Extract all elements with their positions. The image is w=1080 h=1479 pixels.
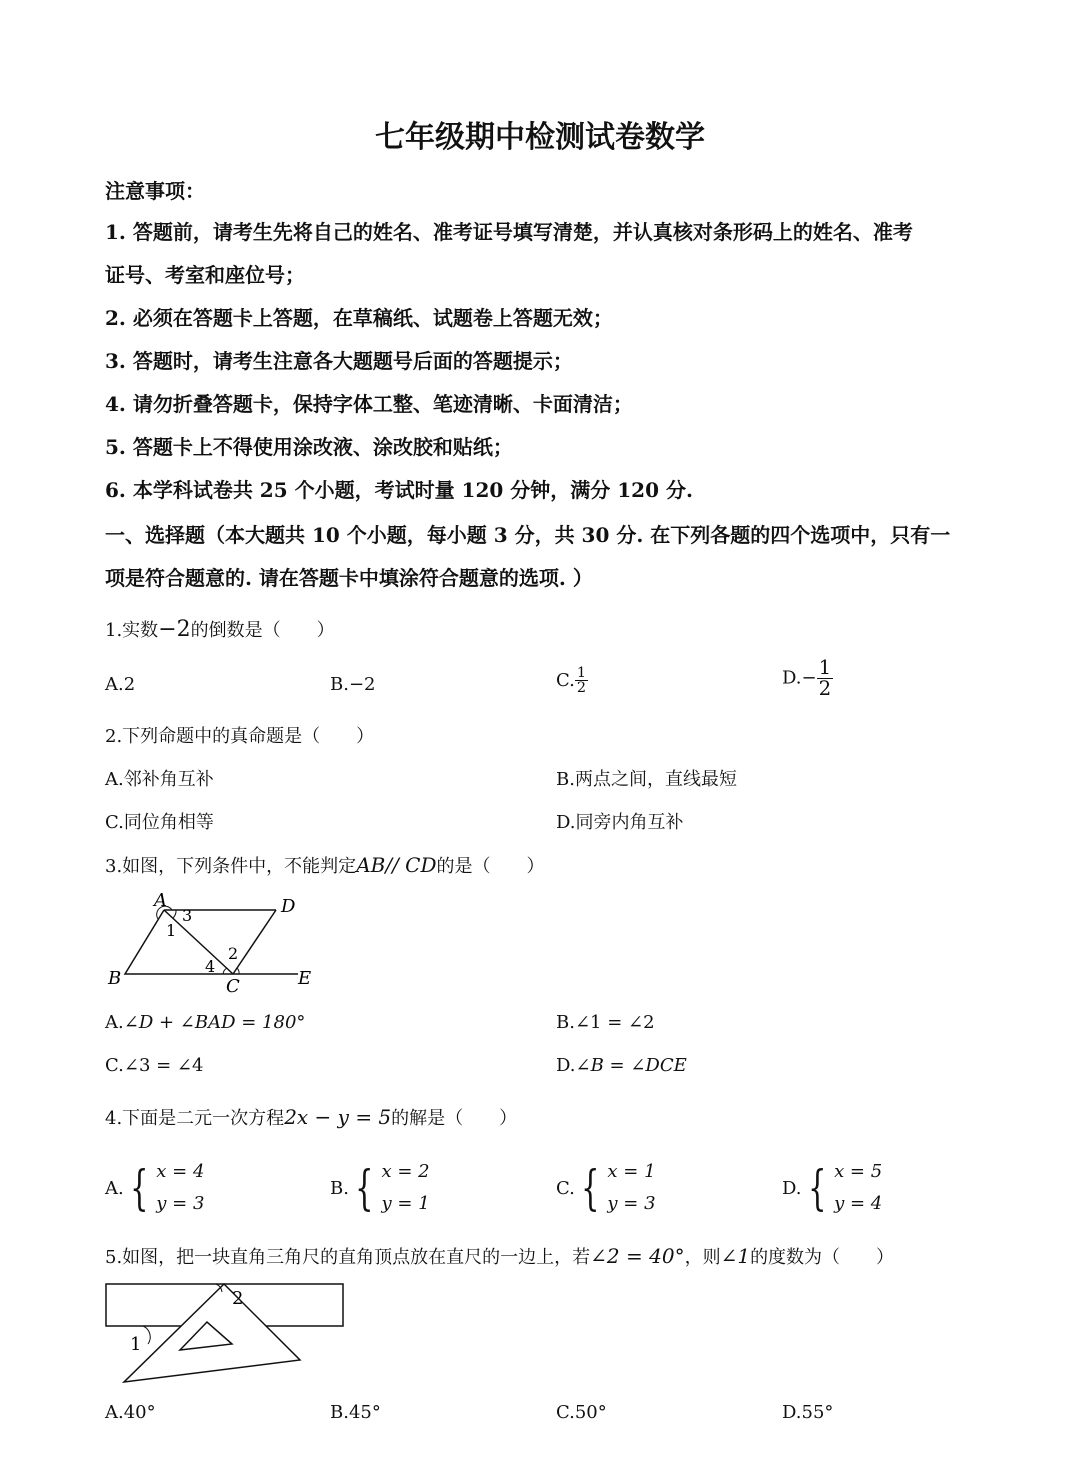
label-b: B (108, 968, 122, 989)
q1-option-d[interactable]: D.− $\frac{1}{2}$ (782, 656, 832, 700)
line-d-c (233, 910, 276, 974)
angle-label-3: 3 (182, 906, 193, 925)
question-2-stem: 2.下列命题中的真命题是（ ） (105, 726, 375, 747)
q1-option-b[interactable]: B.−2 (330, 674, 376, 695)
q5-option-d[interactable]: D.55° (782, 1402, 834, 1423)
q5-option-b[interactable]: B.45° (330, 1402, 381, 1423)
ruler-triangle-figure (100, 1278, 350, 1388)
notice-item: 3. 答题时，请考生注意各大题题号后面的答题提示； (105, 349, 573, 373)
notice-heading: 注意事项： (105, 179, 205, 203)
label-c: C (226, 976, 240, 997)
angle-label-1: 1 (130, 1334, 142, 1355)
line-a-c (164, 910, 233, 974)
angle-label-2: 2 (232, 1288, 244, 1309)
angle-label-1: 1 (166, 921, 177, 940)
q1-option-a[interactable]: A.2 (105, 674, 136, 695)
q2-option-c[interactable]: C.同位角相等 (105, 812, 214, 833)
notice-item: 2. 必须在答题卡上答题，在草稿纸、试题卷上答题无效； (105, 306, 613, 330)
notice-item: 证号、考室和座位号； (105, 263, 305, 287)
q5-option-c[interactable]: C.50° (556, 1402, 607, 1423)
question-4-stem: 4.下面是二元一次方程2x − y = 5的解是（ ） (105, 1105, 518, 1129)
q4-option-d[interactable]: D. { x = 5 y = 4 (782, 1160, 883, 1216)
section-heading: 一、选择题（本大题共 10 个小题，每小题 3 分，共 30 分. 在下列各题的四个选项中，只有一 (105, 523, 951, 547)
parallelogram-figure (100, 888, 330, 998)
angle-label-4: 4 (205, 957, 216, 976)
q2-option-a[interactable]: A.邻补角互补 (105, 769, 214, 790)
q1-option-c[interactable]: C. $\frac{1}{2}$ (556, 665, 587, 697)
brace-icon: { (580, 1160, 600, 1216)
q3-option-d[interactable]: D.∠B = ∠DCE (556, 1055, 687, 1076)
q4-option-a[interactable]: A. { x = 4 y = 3 (105, 1160, 205, 1216)
angle-arc (173, 910, 176, 918)
notice-item: 4. 请勿折叠答题卡，保持字体工整、笔迹清晰、卡面清洁； (105, 392, 633, 416)
angle-arc (237, 968, 239, 974)
section-heading-cont: 项是符合题意的. 请在答题卡中填涂符合题意的选项. ） (105, 566, 593, 590)
q5-option-a[interactable]: A.40° (105, 1402, 156, 1423)
q2-option-b[interactable]: B.两点之间，直线最短 (556, 769, 737, 790)
q4-option-b[interactable]: B. { x = 2 y = 1 (330, 1160, 430, 1216)
notice-item: 1. 答题前，请考生先将自己的姓名、准考证号填写清楚，并认真核对条形码上的姓名、准考 (105, 220, 913, 244)
question-1-stem: 1.实数−2的倒数是（ ） (105, 617, 335, 642)
q3-option-b[interactable]: B.∠1 = ∠2 (556, 1012, 655, 1033)
q4-option-c[interactable]: C. { x = 1 y = 3 (556, 1160, 656, 1216)
label-d: D (281, 896, 296, 917)
angle-arc (143, 1326, 150, 1344)
brace-icon: { (129, 1160, 149, 1216)
question-5-stem: 5.如图，把一块直角三角尺的直角顶点放在直尺的一边上，若∠2 = 40°，则∠1的度数为（ ） (105, 1244, 895, 1268)
q2-option-d[interactable]: D.同旁内角互补 (556, 812, 684, 833)
brace-icon: { (807, 1160, 826, 1216)
label-a: A (154, 890, 167, 911)
brace-icon: { (355, 1160, 374, 1216)
notice-item: 5. 答题卡上不得使用涂改液、涂改胶和贴纸； (105, 435, 513, 459)
label-e: E (298, 968, 312, 989)
angle-label-2: 2 (228, 944, 239, 963)
question-3-stem: 3.如图，下列条件中，不能判定AB// CD的是（ ） (105, 853, 545, 877)
page-title: 七年级期中检测试卷数学 (375, 120, 705, 155)
angle-arc (223, 968, 227, 974)
notice-item: 6. 本学科试卷共 25 个小题，考试时量 120 分钟，满分 120 分. (105, 478, 693, 502)
q3-option-c[interactable]: C.∠3 = ∠4 (105, 1055, 204, 1076)
q3-option-a[interactable]: A.∠D + ∠BAD = 180° (105, 1012, 306, 1033)
